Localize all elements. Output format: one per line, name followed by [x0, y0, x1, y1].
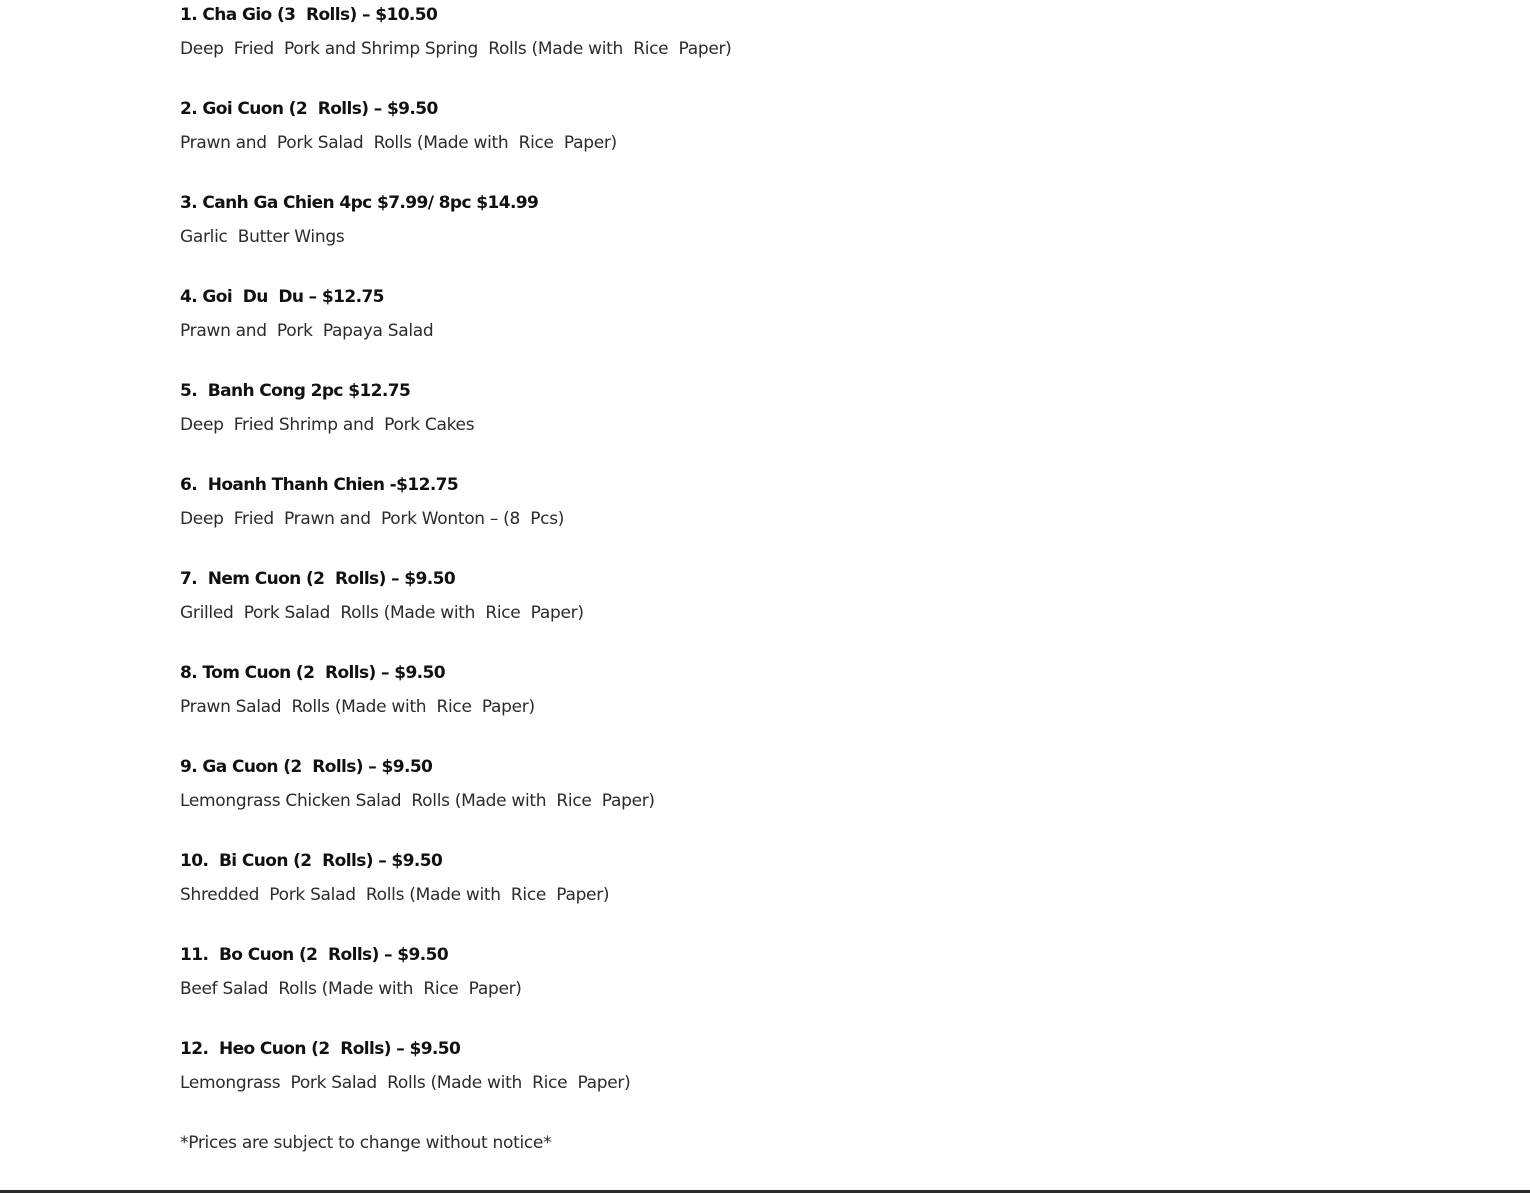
menu-item-description: Grilled Pork Salad Rolls (Made with Rice Paper) — [180, 603, 584, 623]
menu-item-title: 3. Canh Ga Chien 4pc $7.99/ 8pc $14.99 — [180, 193, 539, 213]
menu-item — [180, 658, 1380, 752]
menu-item — [180, 564, 1380, 658]
menu-item-description: Beef Salad Rolls (Made with Rice Paper) — [180, 979, 522, 999]
menu-item — [180, 376, 1380, 470]
menu-item-description: Prawn Salad Rolls (Made with Rice Paper) — [180, 697, 535, 717]
menu-item — [180, 940, 1380, 1034]
menu-item — [180, 188, 1380, 282]
menu-item-title: 9. Ga Cuon (2 Rolls) – $9.50 — [180, 757, 433, 777]
menu-item — [180, 282, 1380, 376]
menu-item-title: 7. Nem Cuon (2 Rolls) – $9.50 — [180, 569, 456, 589]
menu-item-description: Prawn and Pork Papaya Salad — [180, 321, 434, 341]
menu-item-description: Shredded Pork Salad Rolls (Made with Rice Paper) — [180, 885, 610, 905]
menu-item — [180, 752, 1380, 846]
menu-item-description: Garlic Butter Wings — [180, 227, 345, 247]
menu-item-title: 1. Cha Gio (3 Rolls) – $10.50 — [180, 5, 438, 25]
menu-item-description: Deep Fried Shrimp and Pork Cakes — [180, 415, 475, 435]
menu-item-title: 11. Bo Cuon (2 Rolls) – $9.50 — [180, 945, 449, 965]
menu-item-title: 6. Hoanh Thanh Chien -$12.75 — [180, 475, 459, 495]
menu-item — [180, 94, 1380, 188]
menu-item-title: 8. Tom Cuon (2 Rolls) – $9.50 — [180, 663, 445, 683]
price-change-notice: *Prices are subject to change without notice* — [180, 1133, 552, 1153]
menu-item-title: 4. Goi Du Du – $12.75 — [180, 287, 384, 307]
menu-item — [180, 846, 1380, 940]
menu-item — [180, 470, 1380, 564]
menu-item-description: Prawn and Pork Salad Rolls (Made with Rice Paper) — [180, 133, 617, 153]
menu-item — [180, 0, 1380, 94]
menu-item-title: 5. Banh Cong 2pc $12.75 — [180, 381, 411, 401]
menu-item — [180, 1034, 1380, 1128]
menu-item-description: Deep Fried Pork and Shrimp Spring Rolls (Made with Rice Paper) — [180, 39, 732, 59]
menu-item-title: 12. Heo Cuon (2 Rolls) – $9.50 — [180, 1039, 461, 1059]
menu-item-description: Lemongrass Pork Salad Rolls (Made with Rice Paper) — [180, 1073, 631, 1093]
menu-item-description: Deep Fried Prawn and Pork Wonton – (8 Pcs) — [180, 509, 565, 529]
menu-item-description: Lemongrass Chicken Salad Rolls (Made with Rice Paper) — [180, 791, 655, 811]
menu-item-title: 10. Bi Cuon (2 Rolls) – $9.50 — [180, 851, 443, 871]
appetizer-menu-list — [180, 0, 1380, 1128]
menu-item-title: 2. Goi Cuon (2 Rolls) – $9.50 — [180, 99, 438, 119]
